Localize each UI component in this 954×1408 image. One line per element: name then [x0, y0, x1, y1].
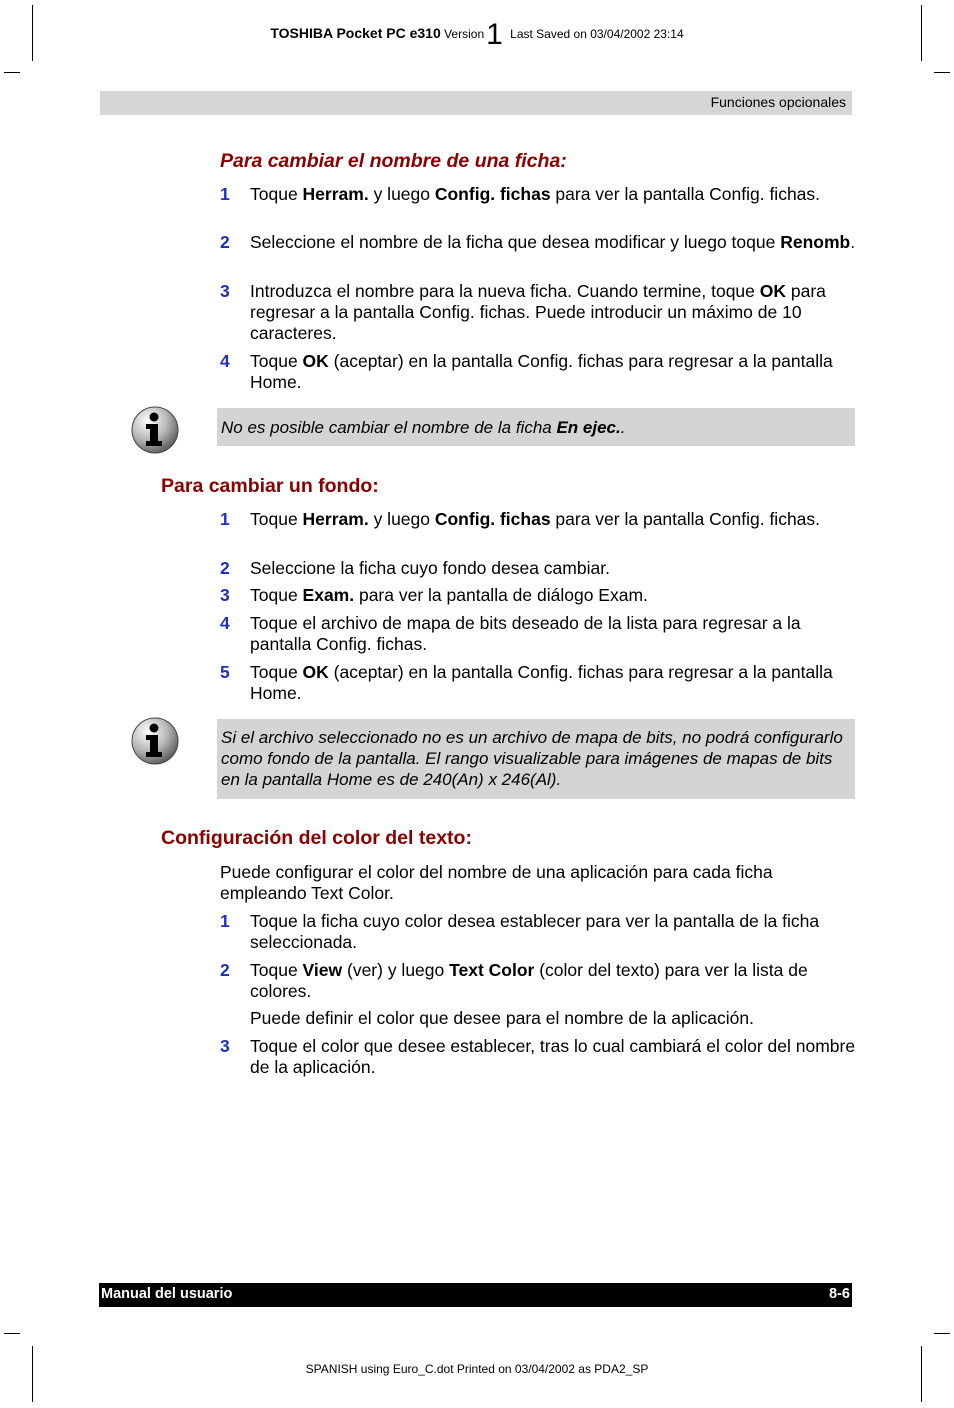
step-text: Toque Herram. y luego Config. fichas para ver la pantalla Config. fichas. — [250, 184, 821, 204]
note-text: Si el archivo seleccionado no es un archivo de mapa de bits, no podrá configurarlo como fondo de la pantalla. El rango visualizable para imágenes de mapas de bits en la pantalla Home es de 240(An) x 246(Al). — [221, 728, 843, 789]
note-box — [217, 719, 855, 799]
section2-heading: Para cambiar un fondo: — [161, 475, 379, 497]
step-extra-text: Puede definir el color que desee para el nombre de la aplicación. — [250, 1008, 754, 1028]
print-header — [0, 18, 954, 52]
note-text: No es posible cambiar el nombre de la ficha En ejec.. — [221, 418, 626, 437]
footer-bar — [99, 1283, 852, 1307]
section1-heading: Para cambiar el nombre de una ficha: — [220, 150, 567, 172]
crop-mark — [934, 72, 950, 73]
step-text: Toque el archivo de mapa de bits deseado de la lista para regresar a la pantalla Config. fichas. — [250, 613, 801, 654]
version-number: 1 — [486, 18, 503, 51]
intro-paragraph: Puede configurar el color del nombre de una aplicación para cada ficha empleando Text Color. — [220, 862, 773, 903]
step-text: Toque View (ver) y luego Text Color (color del texto) para ver la lista de colores. — [250, 960, 808, 1001]
list-item — [220, 509, 856, 530]
crop-mark — [4, 72, 20, 73]
list-item — [220, 662, 856, 704]
section3-heading: Configuración del color del texto: — [161, 827, 472, 849]
step-number: 1 — [220, 509, 230, 529]
version-label: Version — [444, 27, 485, 41]
step-text: Seleccione el nombre de la ficha que desea modificar y luego toque Renomb. — [250, 232, 856, 252]
step-number: 5 — [220, 662, 230, 682]
step-number: 1 — [220, 184, 230, 204]
step-number: 3 — [220, 585, 230, 605]
step-number: 2 — [220, 558, 230, 578]
list-item — [220, 1036, 856, 1078]
step-text: Introduzca el nombre para la nueva ficha. Cuando termine, toque OK para regresar a la pantalla Config. fichas. Puede introducir un máximo de 10 caracteres. — [250, 281, 826, 343]
page-number: 8-6 — [829, 1286, 850, 1302]
step-text: Toque el color que desee establecer, tras lo cual cambiará el color del nombre de la aplicación. — [250, 1036, 856, 1077]
doc-title: TOSHIBA Pocket PC e310 — [270, 25, 441, 41]
crop-mark — [4, 1333, 20, 1334]
step-text: Toque Exam. para ver la pantalla de diálogo Exam. — [250, 585, 648, 605]
info-icon — [130, 716, 180, 766]
list-item — [220, 613, 856, 655]
list-item — [220, 585, 856, 606]
list-item — [220, 232, 856, 253]
step-number: 4 — [220, 613, 230, 633]
list-item — [220, 184, 856, 205]
running-header-bar — [100, 91, 852, 115]
info-icon — [130, 405, 180, 455]
list-item — [220, 558, 856, 579]
running-header: Funciones opcionales — [710, 94, 846, 110]
note-box — [217, 408, 855, 446]
last-saved: Last Saved on 03/04/2002 23:14 — [510, 27, 684, 41]
list-item — [220, 281, 856, 344]
step-number: 2 — [220, 960, 230, 980]
footer-manual-title: Manual del usuario — [101, 1286, 233, 1302]
step-number: 3 — [220, 1036, 230, 1056]
step-number: 3 — [220, 281, 230, 301]
print-footer: SPANISH using Euro_C.dot Printed on 03/04/2002 as PDA2_SP — [305, 1362, 649, 1376]
step-number: 4 — [220, 351, 230, 371]
step-text: Toque la ficha cuyo color desea establecer para ver la pantalla de la ficha seleccionada. — [250, 911, 820, 952]
list-item — [220, 960, 856, 1002]
step-number: 1 — [220, 911, 230, 931]
step-text: Toque Herram. y luego Config. fichas para ver la pantalla Config. fichas. — [250, 509, 821, 529]
step-text: Toque OK (aceptar) en la pantalla Config. fichas para regresar a la pantalla Home. — [250, 351, 833, 392]
step-number: 2 — [220, 232, 230, 252]
crop-mark — [934, 1333, 950, 1334]
step-text: Toque OK (aceptar) en la pantalla Config. fichas para regresar a la pantalla Home. — [250, 662, 833, 703]
list-item — [220, 351, 856, 393]
list-item — [220, 911, 856, 953]
step-text: Seleccione la ficha cuyo fondo desea cambiar. — [250, 558, 610, 578]
